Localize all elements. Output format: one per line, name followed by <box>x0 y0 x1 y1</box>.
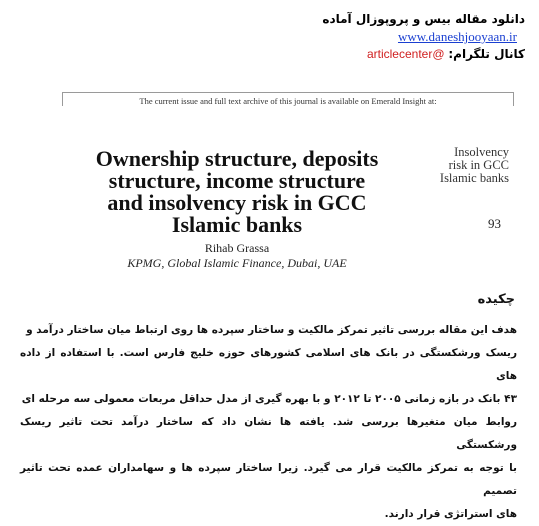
abstract-heading: چکیده <box>477 292 515 307</box>
page-number: 93 <box>488 216 501 231</box>
running-title-line: Islamic banks <box>439 171 509 185</box>
paper-title-line: structure, income structure <box>108 168 366 193</box>
header-rule <box>62 92 514 93</box>
telegram-label: کانال تلگرام: <box>448 47 525 61</box>
abstract-line: های استراتژی قرار دارند. <box>384 508 517 520</box>
telegram-handle[interactable]: @articlecenter <box>366 47 445 61</box>
paper-title-line: Ownership structure, deposits <box>95 146 379 171</box>
paper-title-line: and insolvency risk in GCC <box>107 190 367 215</box>
abstract-line: روابط میان متغیرها بررسی شد. یافته ها نشان داد که ساختار درآمد تحت تاثیر ریسک ورشکستگی <box>20 416 517 451</box>
archive-notice: The current issue and full text archive of this journal is available on Emerald Insight at: <box>139 96 437 106</box>
abstract-line: با توجه به تمرکز مالکیت قرار می گیرد. زیرا ساختار سپرده ها و سهامداران عمده تحت تاثیر تصمیم <box>20 462 517 497</box>
abstract-line: هدف این مقاله بررسی تاثیر تمرکز مالکیت و ساختار سپرده ها روی ارتباط میان ساختار درآمد و <box>26 324 517 336</box>
paper-title <box>62 148 412 236</box>
telegram-line <box>225 45 525 63</box>
author-affiliation: KPMG, Global Islamic Finance, Dubai, UAE <box>127 256 347 270</box>
promo-heading: دانلود مقاله بیس و پروپوزال آماده <box>322 12 525 26</box>
running-title-line: risk in GCC <box>448 158 509 172</box>
abstract-body <box>20 319 517 526</box>
running-title <box>425 146 509 185</box>
abstract-line: ۴۳ بانک در بازه زمانی ۲۰۰۵ تا ۲۰۱۲ و با بهره گیری از مدل حداقل مربعات معمولی سه مرحله ای <box>21 393 517 405</box>
abstract-line: ریسک ورشکستگی در بانک های اسلامی کشورهای حوزه خلیج فارس است. با استفاده از داده های <box>20 347 517 382</box>
paper-title-line: Islamic banks <box>171 212 303 237</box>
website-link[interactable]: www.daneshjooyaan.ir <box>397 29 517 44</box>
author-name: Rihab Grassa <box>204 241 270 255</box>
promo-block <box>225 10 525 63</box>
running-title-line: Insolvency <box>454 145 509 159</box>
